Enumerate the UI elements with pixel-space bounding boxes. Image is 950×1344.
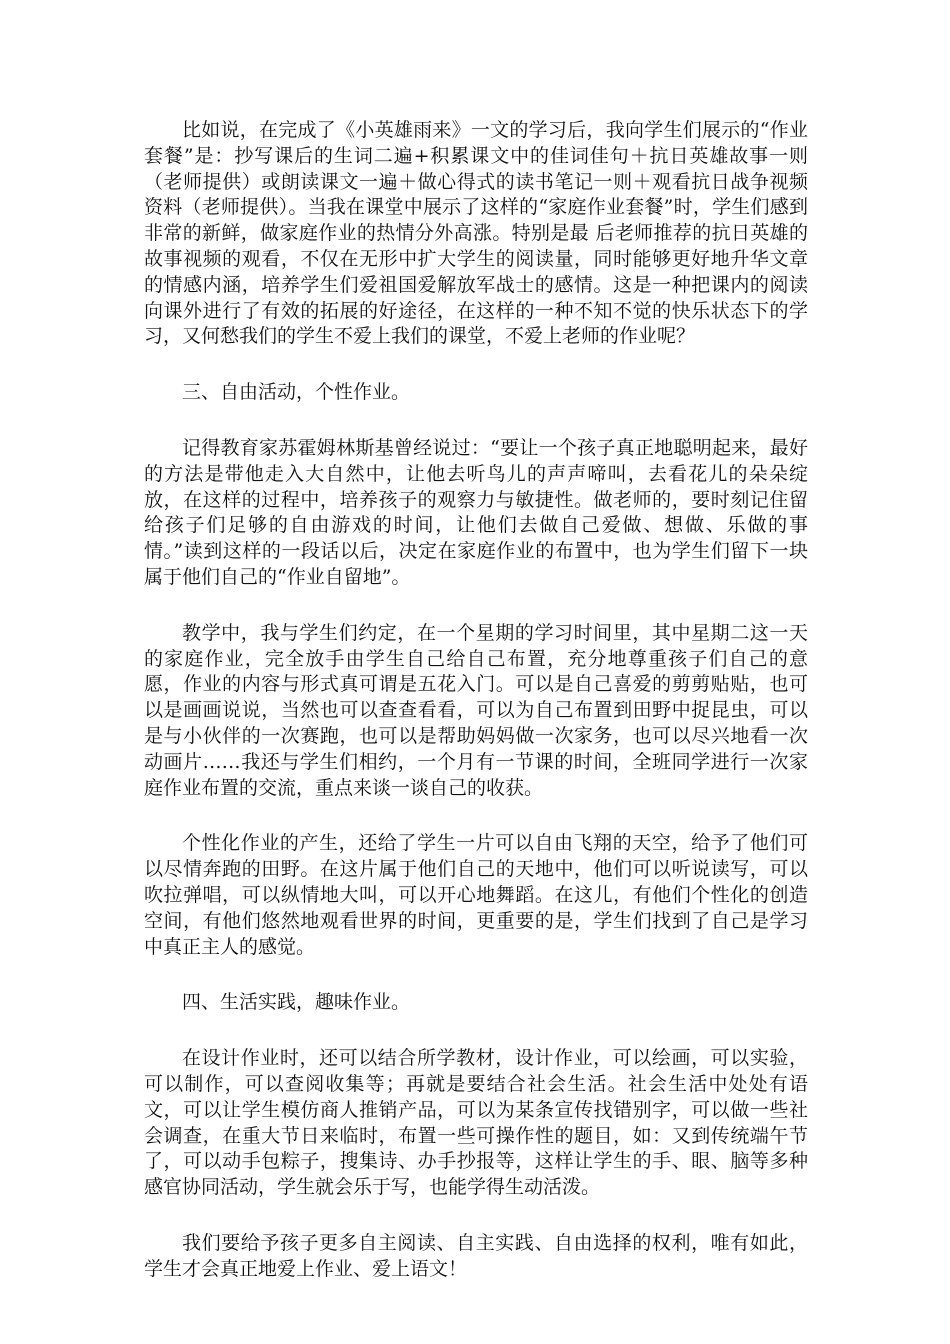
document-body: [144, 118, 808, 1312]
paragraph-personalized-homework: 个性化作业的产生，还给了学生一片可以自由飞翔的天空，给予了他们可以尽情奔跑的田野。在这片属于他们自己的天地中，他们可以听说读写，可以吹拉弹唱，可以纵情地大叫，可以开心地舞蹈。在这儿，有他们个性化的创造空间，有他们悠然地观看世界的时间，更重要的是，学生们找到了自己是学习中真正主人的感觉。: [144, 832, 808, 958]
section-heading-free-activity: 三、自由活动，个性作业。: [182, 381, 411, 404]
paragraph-conclusion: 我们要给予孩子更多自主阅读、自主实践、自由选择的权利，唯有如此，学生才会真正地爱上作业、爱上语文！: [144, 1231, 808, 1280]
paragraph-tuesday-homework: 教学中，我与学生们约定，在一个星期的学习时间里，其中星期二这一天的家庭作业，完全放手由学生自己给自己布置，充分地尊重孩子们自己的意愿，作业的内容与形式真可谓是五花入门。可以是自己喜爱的剪剪贴贴，也可以是画画说说，当然也可以查查看看，可以为自己布置到田野中捉昆虫，可以是与小伙伴的一次赛跑，也可以是帮助妈妈做一次家务，也可以尽兴地看一次动画片……我还与学生们相约，一个月有一节课的时间，全班同学进行一次家庭作业布置的交流，重点来谈一谈自己的收获。: [144, 621, 808, 799]
paragraph-homework-menu-example: 比如说，在完成了《小英雄雨来》一文的学习后，我向学生们展示的“作业套餐”是：抄写课后的生词二遍+积累课文中的佳词佳句＋抗日英雄故事一则（老师提供）或朗读课文一遍＋做心得式的读书笔记一则＋观看抗日战争视频资料（老师提供）。当我在课堂中展示了这样的“家庭作业套餐”时，学生们感到非常的新鲜，做家庭作业的热情分外高涨。特别是最 后老师推荐的抗日英雄的故事视频的观看，不仅在无形中扩大学生的阅读量，同时能够更好地升华文章的情感内涵，培养学生们爱祖国爱解放军战士的感情。这是一种把课内的阅读向课外进行了有效的拓展的好途径，在这样的一种不知不觉的快乐状态下的学习，又何愁我们的学生不爱上我们的课堂，不爱上老师的作业呢？: [144, 119, 808, 348]
section-heading-life-practice: 四、生活实践，趣味作业。: [182, 991, 411, 1014]
paragraph-design-homework: 在设计作业时，还可以结合所学教材，设计作业，可以绘画，可以实验，可以制作，可以查阅收集等；再就是要结合社会生活。社会生活中处处有语文，可以让学生模仿商人推销产品，可以为某条宣传找错别字，可以做一些社会调查，在重大节日来临时，布置一些可操作性的题目，如：又到传统端午节了，可以动手包粽子，搜集诗、办手抄报等，这样让学生的手、眼、脑等多种感官协同活动，学生就会乐于写，也能学得生动活泼。: [144, 1047, 808, 1199]
paragraph-sukhomlinsky-quote: 记得教育家苏霍姆林斯基曾经说过：“要让一个孩子真正地聪明起来，最好的方法是带他走入大自然中，让他去听鸟儿的声声啼叫，去看花儿的朵朵绽放，在这样的过程中，培养孩子的观察力与敏捷性。做老师的，要时刻记住留给孩子们足够的自由游戏的时间，让他们去做自己爱做、想做、乐做的事情。”读到这样的一段话以后，决定在家庭作业的布置中，也为学生们留下一块属于他们自己的“作业自留地”。: [144, 436, 808, 588]
